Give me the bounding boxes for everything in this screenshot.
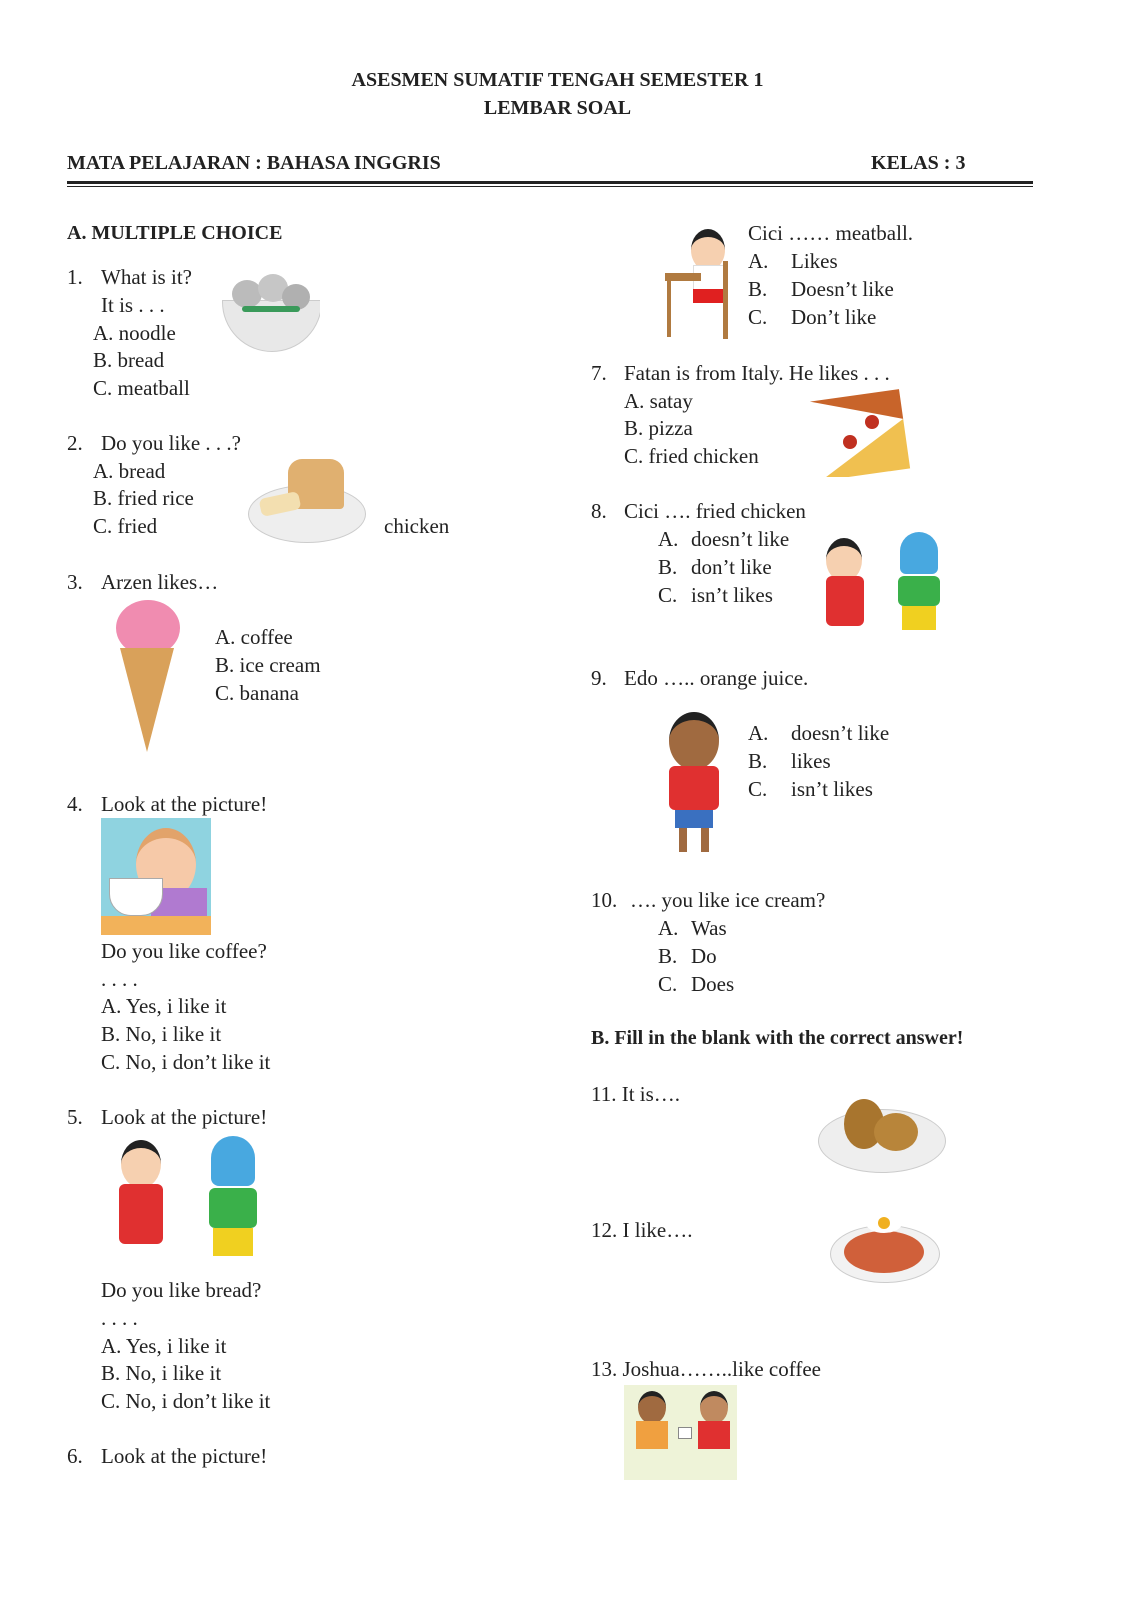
header-rule-thin bbox=[67, 186, 1033, 187]
q8-option-c: isn’t likes bbox=[691, 583, 773, 607]
q8-letter-a: A. bbox=[658, 527, 679, 551]
q10-option-b: Do bbox=[691, 944, 717, 968]
q3-option-a: A. coffee bbox=[215, 625, 293, 649]
q5-option-c: C. No, i don’t like it bbox=[101, 1389, 271, 1413]
q1-text: What is it? bbox=[101, 265, 192, 289]
boys-coffee-image bbox=[624, 1385, 737, 1480]
q10-option-c: Does bbox=[691, 972, 735, 996]
q10-option-a: Was bbox=[691, 916, 727, 940]
q8-option-b: don’t like bbox=[691, 555, 772, 579]
q8-letter-b: B. bbox=[658, 555, 678, 579]
boy-juice-image bbox=[665, 710, 723, 860]
q8-number: 8. bbox=[591, 499, 607, 523]
q2-option-a: A. bread bbox=[93, 459, 166, 483]
q6-letter-b: B. bbox=[748, 277, 768, 301]
q4-text: Look at the picture! bbox=[101, 792, 268, 816]
q9-letter-c: C. bbox=[748, 777, 768, 801]
q7-text: Fatan is from Italy. He likes . . . bbox=[624, 361, 890, 385]
q6-option-b: Doesn’t like bbox=[791, 277, 894, 301]
doc-subtitle: LEMBAR SOAL bbox=[483, 97, 632, 119]
q2-text: Do you like . . .? bbox=[101, 431, 241, 455]
q3-option-c: C. banana bbox=[215, 681, 299, 705]
meatball-bowl-image bbox=[222, 272, 320, 352]
q2-option-c: C. fried bbox=[93, 514, 158, 538]
q4-question: Do you like coffee? bbox=[101, 939, 267, 963]
girls-sharing-image bbox=[101, 1132, 265, 1274]
q6-option-a: Likes bbox=[791, 249, 838, 273]
q4-blank: . . . . bbox=[101, 967, 138, 991]
q4-option-b: B. No, i like it bbox=[101, 1022, 222, 1046]
section-a-heading: A. MULTIPLE CHOICE bbox=[67, 222, 283, 244]
header-rule-thick bbox=[67, 181, 1033, 184]
q4-number: 4. bbox=[67, 792, 83, 816]
q1-text2: It is . . . bbox=[101, 293, 165, 317]
q7-option-a: A. satay bbox=[624, 389, 693, 413]
q2-option-b: B. fried rice bbox=[93, 486, 194, 510]
q9-option-c: isn’t likes bbox=[791, 777, 873, 801]
q6-option-c: Don’t like bbox=[791, 305, 877, 329]
q10-text: …. you like ice cream? bbox=[630, 888, 826, 912]
q8-letter-c: C. bbox=[658, 583, 678, 607]
q5-blank: . . . . bbox=[101, 1306, 138, 1330]
q8-option-a: doesn’t like bbox=[691, 527, 790, 551]
q1-number: 1. bbox=[67, 265, 83, 289]
q1-option-b: B. bread bbox=[93, 348, 165, 372]
q6-letter-c: C. bbox=[748, 305, 768, 329]
q5-question: Do you like bread? bbox=[101, 1278, 262, 1302]
q9-letter-a: A. bbox=[748, 721, 769, 745]
q9-option-a: doesn’t like bbox=[791, 721, 890, 745]
q9-text: Edo ….. orange juice. bbox=[624, 666, 809, 690]
q4-option-c: C. No, i don’t like it bbox=[101, 1050, 271, 1074]
q10-letter-b: B. bbox=[658, 944, 678, 968]
q5-option-b: B. No, i like it bbox=[101, 1361, 222, 1385]
q10-number: 10. bbox=[591, 888, 618, 912]
q6-text: Look at the picture! bbox=[101, 1444, 268, 1468]
ice-cream-image bbox=[110, 600, 184, 756]
q10-letter-a: A. bbox=[658, 916, 679, 940]
girl-eating-image bbox=[663, 225, 731, 339]
q6-letter-a: A. bbox=[748, 249, 769, 273]
q9-letter-b: B. bbox=[748, 749, 768, 773]
q7-option-c: C. fried chicken bbox=[624, 444, 759, 468]
q3-number: 3. bbox=[67, 570, 83, 594]
q8-text: Cici …. fried chicken bbox=[624, 499, 806, 523]
doc-title: ASESMEN SUMATIF TENGAH SEMESTER 1 bbox=[351, 69, 764, 91]
q1-option-a: A. noodle bbox=[93, 321, 176, 345]
q10-letter-c: C. bbox=[658, 972, 678, 996]
q2-option-c-continued: chicken bbox=[384, 514, 450, 538]
q5-text: Look at the picture! bbox=[101, 1105, 268, 1129]
q5-number: 5. bbox=[67, 1105, 83, 1129]
q2-number: 2. bbox=[67, 431, 83, 455]
q9-option-b: likes bbox=[791, 749, 831, 773]
girls-sharing-image-2 bbox=[820, 530, 942, 640]
bread-image bbox=[248, 455, 366, 543]
q7-option-b: B. pizza bbox=[624, 416, 693, 440]
q6-question: Cici …… meatball. bbox=[748, 221, 914, 245]
q1-option-c: C. meatball bbox=[93, 376, 190, 400]
fried-rice-image bbox=[830, 1207, 940, 1284]
girl-coffee-image bbox=[101, 818, 211, 935]
subject-label: MATA PELAJARAN : BAHASA INGGRIS bbox=[67, 152, 441, 174]
fried-chicken-image bbox=[818, 1095, 946, 1173]
pizza-image bbox=[805, 385, 915, 477]
q9-number: 9. bbox=[591, 666, 607, 690]
q7-number: 7. bbox=[591, 361, 607, 385]
q5-option-a: A. Yes, i like it bbox=[101, 1334, 227, 1358]
q3-option-b: B. ice cream bbox=[215, 653, 321, 677]
q11-text: 11. It is…. bbox=[591, 1082, 681, 1106]
grade-label: KELAS : 3 bbox=[871, 152, 966, 174]
q3-text: Arzen likes… bbox=[101, 570, 219, 594]
section-b-heading: B. Fill in the blank with the correct answer! bbox=[591, 1027, 964, 1049]
q6-number: 6. bbox=[67, 1444, 83, 1468]
q4-option-a: A. Yes, i like it bbox=[101, 994, 227, 1018]
q12-text: 12. I like…. bbox=[591, 1218, 693, 1242]
q13-text: 13. Joshua……..like coffee bbox=[591, 1357, 821, 1381]
